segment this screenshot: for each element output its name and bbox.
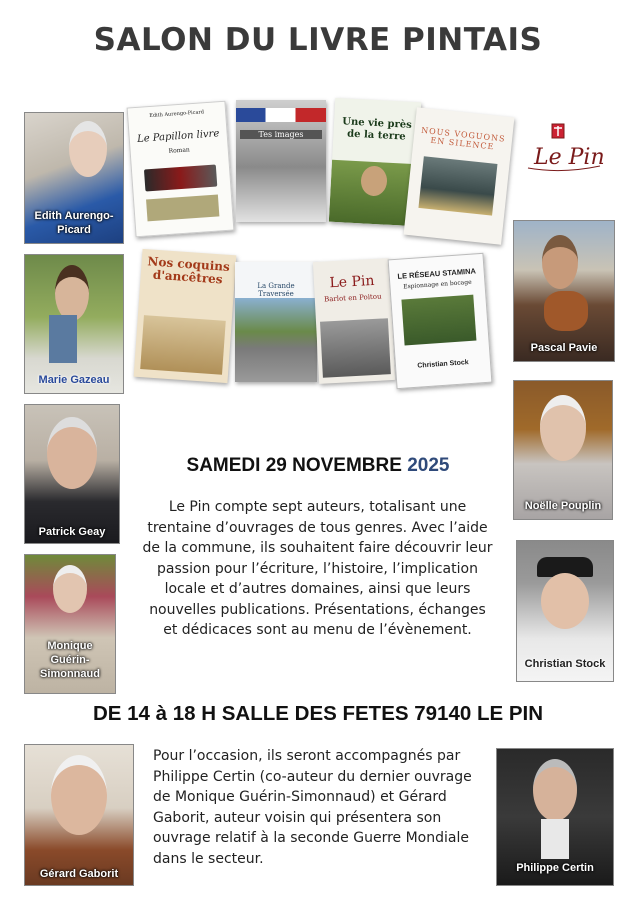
intro-paragraph: Le Pin compte sept auteurs, totalisant une trentaine d’ouvrages de tous genres. Avec l’aide de la commune, ils souhaitent faire découvrir leur passion pour l’écriture, l’histoire, l’implication locale et d’autres domaines, ainsi que leurs nouvelles publications. Présentations, échanges et dédicaces sont au menu de l’évènement.: [142, 499, 493, 638]
caption-gerard: Gérard Gaborit: [39, 868, 119, 880]
shirt-figure: [541, 819, 569, 859]
event-schedule: DE 14 à 18 H SALLE DES FETES 79140 LE PIN: [92, 702, 544, 725]
book-reseau: [388, 253, 493, 389]
book-title: NOUS VOGUONS EN SILENCE: [420, 125, 506, 152]
caption-edith: Edith Aurengo-Picard: [34, 210, 114, 236]
book-title: Nos coquins d'ancêtres: [147, 254, 231, 287]
flag-band: [236, 108, 326, 122]
event-date-day: SAMEDI 29 NOVEMBRE: [186, 455, 402, 476]
photo-pascal: [513, 220, 615, 362]
book-author: Christian Stock: [417, 359, 469, 370]
book-title: Le Pin: [329, 272, 375, 292]
photo-noelle: [513, 380, 613, 520]
book-nous: [404, 107, 515, 245]
book-traversee: [235, 262, 317, 382]
book-illustration: [320, 318, 391, 377]
caption-noelle: Noëlle Pouplin: [524, 500, 602, 512]
book-illustration: [146, 194, 219, 221]
event-date-year: 2025: [407, 455, 450, 476]
portrait-figure: [540, 395, 586, 461]
caption-philippe: Philippe Certin: [516, 862, 594, 874]
book-title: Une vie près de la terre: [341, 116, 413, 143]
book-title: Le Papillon livre: [136, 128, 220, 145]
caption-monique: Monique Guérin-Simonnaud: [40, 640, 100, 680]
book-title: La Grande Traversée: [257, 282, 295, 298]
dog-figure: [544, 291, 588, 331]
event-date: [0, 455, 636, 477]
photo-edith: [24, 112, 124, 244]
book-papillon: [127, 101, 235, 238]
photo-philippe: [496, 748, 614, 886]
book-illustration: [140, 315, 226, 375]
book-illustration: [144, 165, 217, 192]
book-subtitle: Barlot en Poitou: [323, 292, 382, 304]
portrait-figure: [51, 755, 107, 835]
guests-paragraph: Pour l’occasion, ils seront accompagnés par Philippe Certin (co-auteur du dernier ouvrage de Monique Guérin-Simonnaud) et Gérard Gaborit, auteur voisin qui présentera son ouvrage relatif à la seconde Guerre Mondiale dans le secteur.: [153, 748, 472, 867]
portrait-figure: [55, 265, 89, 321]
book-title: LE RÉSEAU STAMINA: [397, 266, 477, 281]
photo-monique: [24, 554, 116, 694]
caption-marie: Marie Gazeau: [38, 374, 110, 386]
portrait-figure: [542, 235, 578, 289]
caption-pascal: Pascal Pavie: [530, 342, 598, 354]
book-in-hand: [49, 315, 77, 363]
portrait-figure: [69, 121, 107, 177]
book-title: Tes images: [240, 130, 322, 139]
book-illustration: [235, 298, 317, 382]
logo-text: Le Pin: [534, 145, 604, 170]
book-lepin: [313, 258, 395, 384]
book-subtitle: Roman: [168, 146, 191, 155]
photo-christian: [516, 540, 614, 682]
book-illustration: [401, 295, 476, 346]
poster-title: SALON DU LIVRE PINTAIS: [93, 22, 543, 58]
caption-christian: Christian Stock: [524, 658, 606, 670]
book-coquins: [134, 249, 237, 383]
le-pin-logo: [522, 120, 604, 180]
photo-gerard: [24, 744, 134, 886]
portrait-figure: [541, 573, 589, 629]
caption-patrick: Patrick Geay: [38, 526, 106, 538]
book-subtitle: Espionnage en bocage: [403, 278, 472, 291]
photo-marie: [24, 254, 124, 394]
portrait-figure: [533, 759, 577, 821]
portrait-figure: [53, 565, 87, 613]
book-images: [236, 100, 326, 222]
book-illustration: [418, 156, 497, 215]
book-author: Edith Aurengo-Picard: [149, 109, 205, 120]
portrait-figure: [47, 417, 97, 489]
